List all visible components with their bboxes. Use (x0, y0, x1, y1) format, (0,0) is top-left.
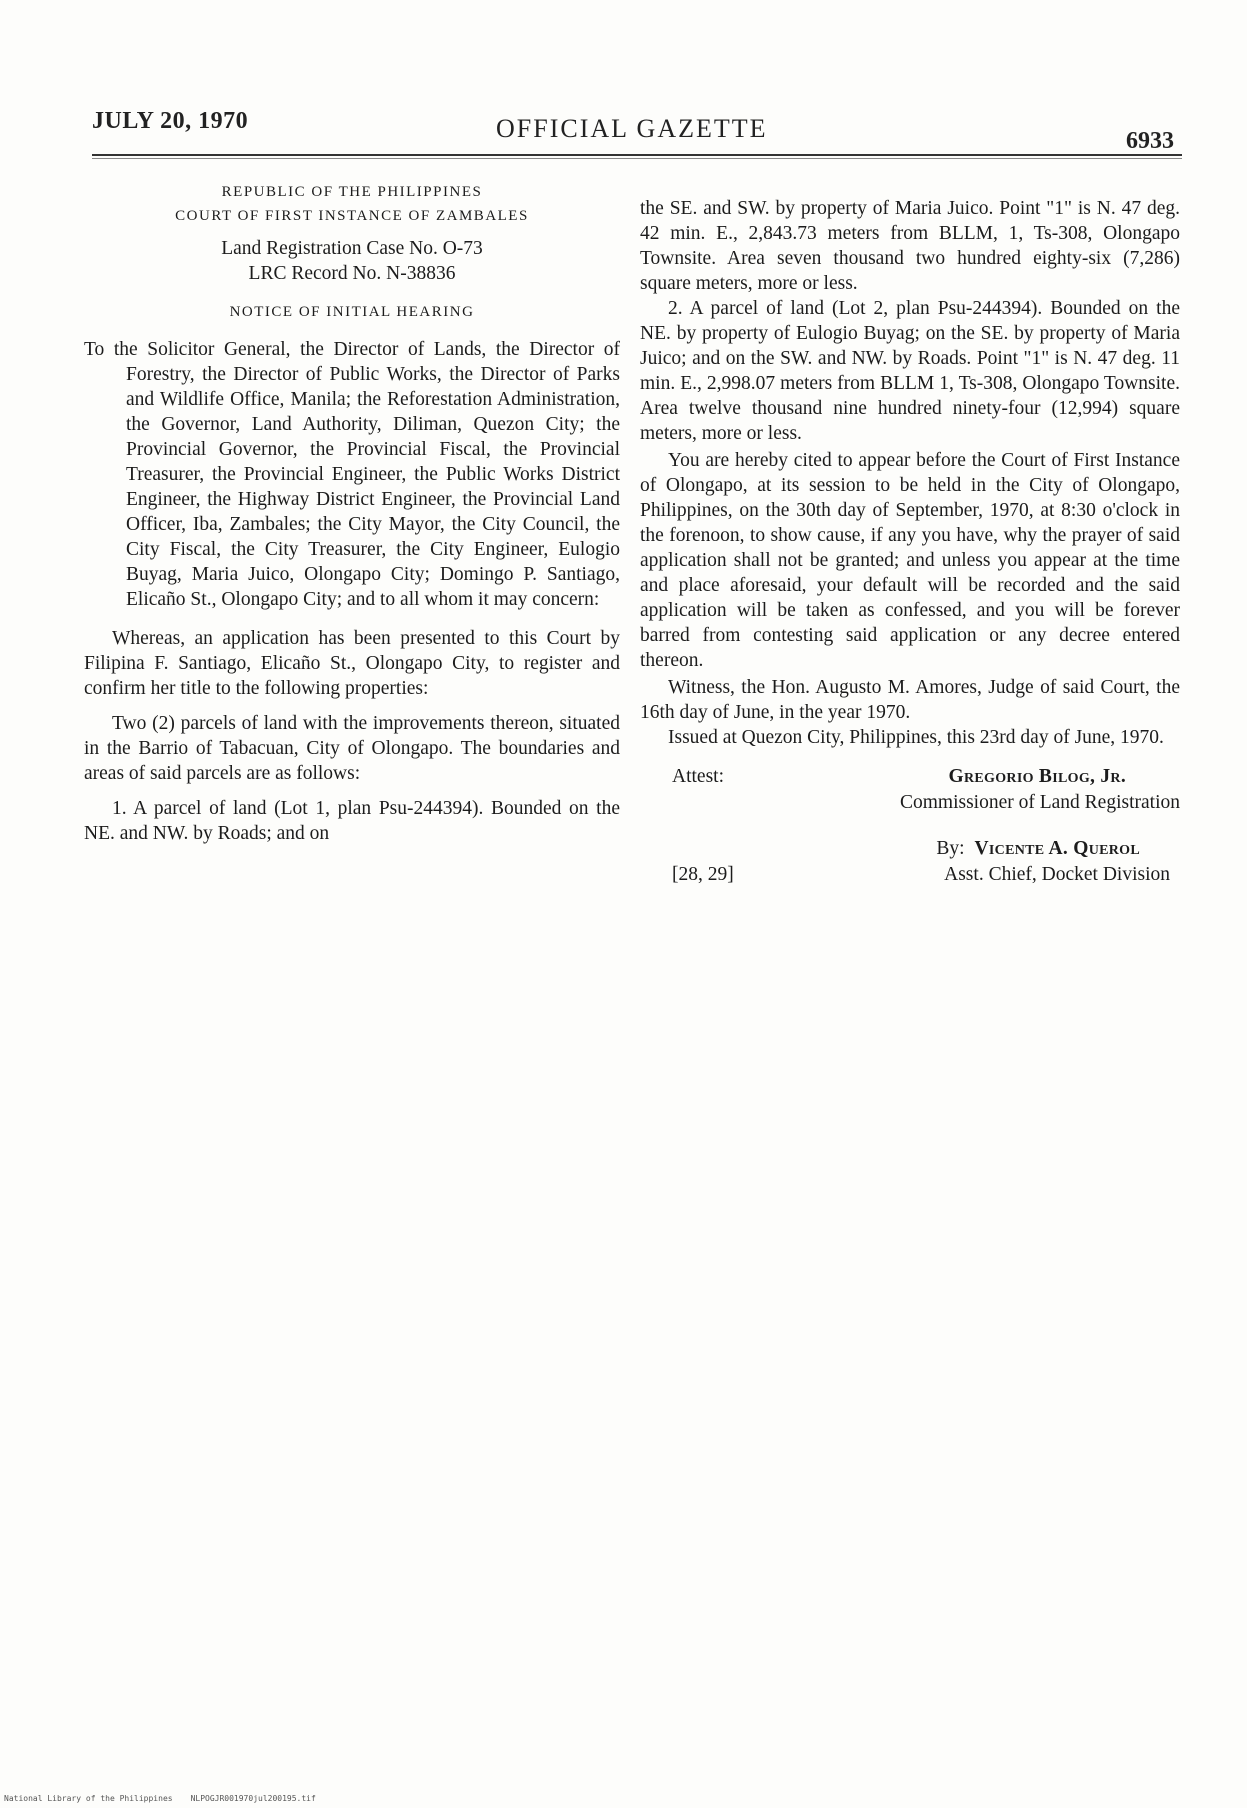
notice-title: NOTICE OF INITIAL HEARING (229, 304, 475, 320)
attest-label: Attest: (672, 766, 724, 787)
left-column (84, 180, 620, 846)
court-heading: COURT OF FIRST INSTANCE OF ZAMBALES (175, 208, 529, 224)
signer-name: Gregorio Bilog, Jr. (948, 766, 1126, 787)
addressees-paragraph: To the Solicitor General, the Director of Lands, the Director of Forestry, the Director of Public Works, the Director of Parks and Wildlife Office, Manila; the Reforestation Administration, the Governor, Land Authority, Diliman, Quezon City; the Provincial Governor, the Provincial Fiscal, the Provincial Treasurer, the Provincial Engineer, the Public Works District Engineer, the Highway District Engineer, the Provincial Land Officer, Iba, Zambales; the City Mayor, the City Council, the City Fiscal, the City Treasurer, the City Engineer, Eulogio Buyag, Maria Juico, Olongapo City; Domingo P. Santiago, Elicaño St., Olongapo City; and to all whom it may concern: (84, 339, 620, 610)
scan-filename: NLPOGJR001970jul200195.tif (190, 1794, 316, 1803)
publication-title: OFFICIAL GAZETTE (496, 114, 768, 143)
case-number: Land Registration Case No. O-73 (221, 238, 483, 259)
header-rule-thin (92, 158, 1182, 159)
right-column (640, 196, 1180, 914)
issued-paragraph: Issued at Quezon City, Philippines, this 23rd day of June, 1970. (668, 727, 1164, 748)
page-number: 6933 (1126, 128, 1174, 154)
record-number: LRC Record No. N-38836 (248, 263, 456, 284)
by-title: Asst. Chief, Docket Division (944, 864, 1170, 885)
lot1-paragraph-continued: the SE. and SW. by property of Maria Juico. Point "1" is N. 47 deg. 42 min. E., 2,843.73 meters from BLLM, 1, Ts-308, Olongapo Townsite. Area seven thousand two hundred eighty-six (7,286) square meters, more or less. (640, 198, 1180, 294)
lot1-paragraph-start: 1. A parcel of land (Lot 1, plan Psu-244394). Bounded on the NE. and NW. by Roads; and on (84, 798, 620, 844)
witness-paragraph: Witness, the Hon. Augusto M. Amores, Judge of said Court, the 16th day of June, in the year 1970. (640, 677, 1180, 723)
by-name: Vicente A. Querol (974, 838, 1140, 859)
whereas-paragraph: Whereas, an application has been presented to this Court by Filipina F. Santiago, Elicaño St., Olongapo City, to register and confirm her title to the following properties: (84, 628, 620, 699)
issue-date: JULY 20, 1970 (92, 108, 249, 134)
lot2-paragraph: 2. A parcel of land (Lot 2, plan Psu-244394). Bounded on the NE. by property of Eulogio Buyag; on the SE. by property of Maria Juico; and on the SW. and NW. by Roads. Point "1" is N. 47 deg. 11 min. E., 2,998.07 meters from BLLM 1, Ts-308, Olongapo Townsite. Area twelve thousand nine hundred ninety-four (12,994) square meters, more or less. (640, 298, 1180, 444)
cited-paragraph: You are hereby cited to appear before the Court of First Instance of Olongapo, at its session to be held in the City of Olongapo, Philippines, on the 30th day of September, 1970, at 8:30 o'clock in the forenoon, to show cause, if any you have, why the prayer of said application shall not be granted; and unless you appear at the time and place aforesaid, your default will be recorded and the said application will be taken as confessed, and you will be forever barred from contesting said application or any decree entered thereon. (640, 450, 1180, 671)
republic-heading: REPUBLIC OF THE PHILIPPINES (221, 184, 483, 200)
scan-footer (4, 1794, 334, 1803)
library-credit: National Library of the Philippines (4, 1794, 173, 1803)
by-label: By: (936, 838, 965, 859)
signature-block (640, 764, 1180, 914)
parcels-paragraph: Two (2) parcels of land with the improvements thereon, situated in the Barrio of Tabacuan, City of Olongapo. The boundaries and areas of said parcels are as follows: (84, 713, 620, 784)
by-line (936, 836, 1140, 861)
signer-title: Commissioner of Land Registration (899, 792, 1180, 813)
header-rule (92, 154, 1182, 156)
issue-reference: [28, 29] (672, 864, 734, 885)
